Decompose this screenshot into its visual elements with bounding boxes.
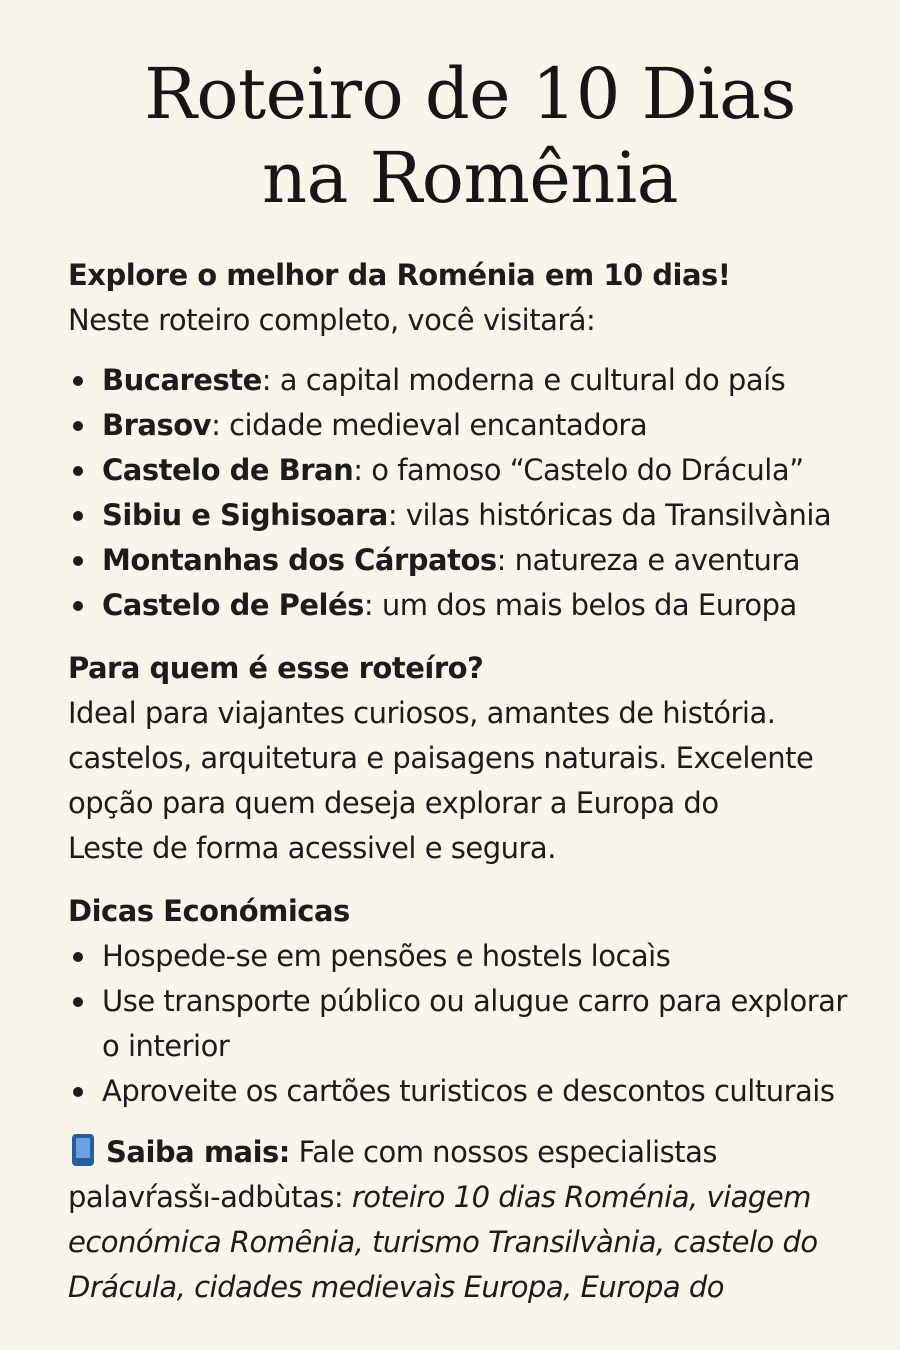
more-text: Fale com nossos especialistas (289, 1135, 718, 1169)
more-info-section (68, 1130, 868, 1310)
place-name: Sibiu e Sighisoara (102, 498, 388, 532)
place-description: : natureza e aventura (496, 543, 801, 577)
audience-line: castelos, arquitetura e paisagens naturais. Excelente (68, 741, 814, 775)
bullet-icon (73, 601, 83, 611)
keywords-text: roteiro 10 dias Roménia, viagem económica Romȇnia, turismo Transilvània, castelo do Drácula, cidades medievaìs Europa, Europa do (68, 1180, 818, 1304)
title-line-2: na Romênia (262, 137, 678, 219)
tip-text: Use transporte público ou alugue carro para explorar o interior (102, 984, 847, 1063)
audience-heading: Para quem é esse roteíro? (68, 651, 484, 685)
place-name: Bucareste (102, 363, 262, 397)
place-description: : um dos mais belos da Europa (363, 588, 797, 622)
tips-section (68, 889, 868, 1114)
bullet-icon (73, 1087, 83, 1097)
list-item (68, 358, 868, 403)
list-item (68, 403, 868, 448)
place-name: Castelo de Pelés (102, 588, 364, 622)
places-list (68, 358, 868, 628)
place-name: Brasov (102, 408, 212, 442)
audience-line: opção para quem deseja explorar a Europa do (68, 786, 719, 820)
audience-section (68, 646, 868, 871)
mobile-phone-icon (72, 1134, 94, 1166)
bullet-icon (73, 997, 83, 1007)
keywords-label: palavŕasšı-adbùtas: (68, 1180, 352, 1214)
more-label: Saiba mais: (106, 1135, 290, 1169)
place-description: : o famoso “Castelo do Drácula” (353, 453, 804, 487)
title-line-1: Roteiro de 10 Dias (144, 53, 796, 135)
tips-list (68, 934, 868, 1114)
list-item (68, 979, 868, 1069)
bullet-icon (73, 466, 83, 476)
list-item (68, 538, 868, 583)
list-item (68, 934, 868, 979)
list-item (68, 493, 868, 538)
more-info-text (68, 1130, 868, 1310)
page-title (40, 52, 900, 220)
intro-heading: Explore o melhor da Roménia em 10 dias! (68, 258, 731, 292)
list-item (68, 448, 868, 493)
place-name: Castelo de Bran (102, 453, 354, 487)
tip-text: Aproveite os cartões turisticos e descontos culturais (102, 1074, 835, 1108)
bullet-icon (73, 556, 83, 566)
place-description: : a capital moderna e cultural do país (261, 363, 786, 397)
intro-section (68, 253, 868, 343)
list-item (68, 1069, 868, 1114)
article-body (68, 253, 868, 1310)
place-description: : cidade medieval encantadora (211, 408, 648, 442)
list-item (68, 583, 868, 628)
bullet-icon (73, 421, 83, 431)
bullet-icon (73, 952, 83, 962)
audience-text (68, 691, 868, 871)
intro-text: Neste roteiro completo, você visitará: (68, 303, 596, 337)
bullet-icon (73, 511, 83, 521)
bullet-icon (73, 376, 83, 386)
place-name: Montanhas dos Cárpatos (102, 543, 497, 577)
tip-text: Hospede-se em pensões e hostels locaìs (102, 939, 671, 973)
place-description: : vilas históricas da Transilvània (387, 498, 832, 532)
tips-heading: Dicas Económicas (68, 894, 350, 928)
audience-line: Ideal para viajantes curiosos, amantes de história. (68, 696, 776, 730)
audience-line: Leste de forma acessivel e segura. (68, 831, 556, 865)
